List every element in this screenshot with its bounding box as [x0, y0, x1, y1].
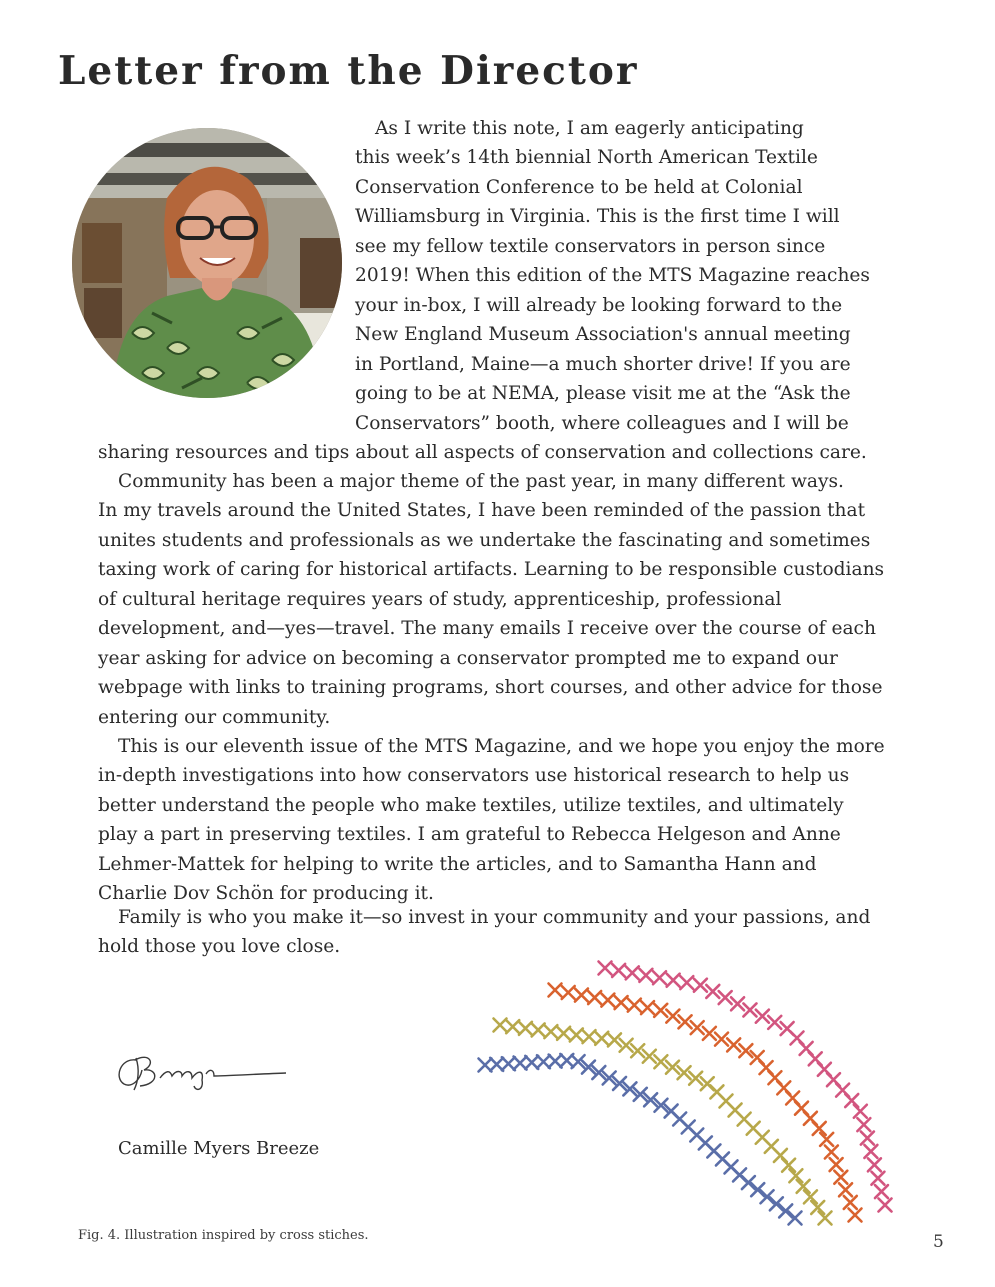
cross-stitch	[779, 1204, 792, 1217]
text-line: New England Museum Association's annual meeting	[355, 324, 851, 346]
cross-stitch	[844, 1196, 857, 1209]
cross-stitch	[479, 1059, 492, 1072]
cross-stitch	[854, 1105, 867, 1118]
cross-stitch	[839, 1183, 852, 1196]
cross-stitch	[626, 966, 639, 979]
cross-stitch	[768, 1016, 781, 1029]
cross-stitch	[544, 1025, 557, 1038]
cross-stitch	[680, 976, 693, 989]
text-line: entering our community.	[98, 706, 331, 728]
cross-stitch	[490, 1058, 503, 1071]
text-line: webpage with links to training programs, short courses, and other advice for those	[98, 677, 883, 699]
text-line: In my travels around the United States, I have been reminded of the passion that	[98, 500, 866, 522]
cross-stitch	[825, 1145, 838, 1158]
text-line: hold those you love close.	[98, 936, 341, 958]
text-line: Family is who you make it—so invest in your community and your passions, and	[118, 907, 871, 928]
cross-stitch	[506, 1020, 519, 1033]
cross-stitch	[537, 1055, 550, 1068]
paragraph-1	[98, 114, 870, 467]
signer-name: Camille Myers Breeze	[118, 1138, 320, 1159]
cross-stitch	[494, 1019, 507, 1032]
cross-stitch	[789, 1212, 802, 1225]
cross-stitch	[519, 1022, 532, 1035]
text-line: Conservators” booth, where colleagues and I will be	[355, 412, 849, 434]
cross-stitch	[731, 997, 744, 1010]
stitch-band	[599, 962, 892, 1212]
cross-stitch	[770, 1197, 783, 1210]
cross-stitch	[743, 1003, 756, 1016]
text-line: of cultural heritage requires years of study, apprenticeship, professional	[98, 588, 782, 610]
cross-stitch	[834, 1171, 847, 1184]
cross-stitch	[727, 1038, 740, 1051]
paragraph-2	[98, 467, 884, 732]
text-line: this week’s 14th biennial North American Textile	[355, 147, 818, 169]
cross-stitch	[601, 994, 614, 1007]
cross-stitch-rainbow-illustration	[470, 950, 910, 1230]
cross-stitch	[639, 969, 652, 982]
cross-stitch	[830, 1158, 843, 1171]
cross-stitch	[868, 1158, 881, 1171]
handwritten-signature	[110, 1040, 300, 1100]
cross-stitch	[679, 1015, 692, 1028]
text-line: Charlie Dov Schön for producing it.	[98, 883, 434, 905]
cross-stitch	[761, 1190, 774, 1203]
text-line: taxing work of caring for historical artifacts. Learning to be responsible custodians	[98, 559, 885, 581]
cross-stitch	[654, 1004, 667, 1017]
cross-stitch	[857, 1118, 870, 1131]
cross-stitch	[742, 1176, 755, 1189]
text-line: better understand the people who make textiles, utilize textiles, and ultimately	[98, 794, 844, 816]
cross-stitch	[653, 971, 666, 984]
text-line: unites students and professionals as we undertake the fascinating and sometimes	[98, 529, 871, 551]
text-line: sharing resources and tips about all aspects of conservation and collections care.	[98, 441, 867, 463]
cross-stitch	[641, 1001, 654, 1014]
text-line: Williamsburg in Virginia. This is the first time I will	[355, 206, 840, 228]
cross-stitch	[871, 1172, 884, 1185]
paragraph-3	[98, 732, 885, 909]
cross-stitch	[562, 986, 575, 999]
text-line: As I write this note, I am eagerly anticipating	[375, 118, 804, 139]
cross-stitch	[751, 1183, 764, 1196]
text-line: Conservation Conference to be held at Colonial	[355, 176, 803, 198]
figure-caption: Fig. 4. Illustration inspired by cross stiches.	[78, 1228, 369, 1243]
cross-stitch	[845, 1094, 858, 1107]
cross-stitch	[879, 1199, 892, 1212]
cross-stitch	[756, 1010, 769, 1023]
text-line: your in-box, I will already be looking forward to the	[355, 294, 843, 316]
cross-stitch	[532, 1023, 545, 1036]
cross-stitch	[719, 991, 732, 1004]
stitch-band	[494, 1019, 832, 1225]
text-line: going to be at NEMA, please visit me at the “Ask the	[355, 383, 851, 405]
cross-stitch	[864, 1145, 877, 1158]
cross-stitch	[595, 1032, 608, 1045]
text-line: in Portland, Maine—a much shorter drive! If you are	[355, 353, 851, 375]
page-title: Letter from the Director	[58, 48, 639, 94]
text-line: Community has been a major theme of the past year, in many different ways.	[118, 471, 844, 492]
cross-stitch	[861, 1132, 874, 1145]
text-line: play a part in preserving textiles. I am grateful to Rebecca Helgeson and Anne	[98, 824, 841, 846]
cross-stitch	[615, 996, 628, 1009]
cross-stitch	[525, 1056, 538, 1069]
cross-stitch	[667, 974, 680, 987]
text-line: Lehmer-Mattek for helping to write the articles, and to Samantha Hann and	[98, 853, 817, 875]
page-number: 5	[933, 1232, 944, 1252]
cross-stitch	[715, 1033, 728, 1046]
cross-stitch	[628, 999, 641, 1012]
cross-stitch	[706, 985, 719, 998]
cross-stitch	[557, 1027, 570, 1040]
cross-stitch	[849, 1209, 862, 1222]
cross-stitch	[612, 964, 625, 977]
stitch-band	[549, 984, 862, 1222]
text-line: 2019! When this edition of the MTS Magazine reaches	[355, 265, 870, 287]
cross-stitch	[694, 979, 707, 992]
text-line: This is our eleventh issue of the MTS Magazine, and we hope you enjoy the more	[118, 736, 885, 757]
cross-stitch	[666, 1010, 679, 1023]
cross-stitch	[575, 989, 588, 1002]
cross-stitch	[691, 1021, 704, 1034]
cross-stitch	[514, 1057, 527, 1070]
cross-stitch	[703, 1027, 716, 1040]
cross-stitch	[549, 1055, 562, 1068]
cross-stitch	[875, 1185, 888, 1198]
text-line: in-depth investigations into how conservators use historical research to help us	[98, 765, 850, 787]
cross-stitch	[588, 991, 601, 1004]
text-line: year asking for advice on becoming a conservator prompted me to expand our	[98, 647, 838, 669]
stitch-band	[479, 1054, 802, 1225]
text-line: see my fellow textile conservators in person since	[355, 235, 826, 257]
cross-stitch	[583, 1030, 596, 1043]
cross-stitch	[570, 1028, 583, 1041]
text-line: development, and—yes—travel. The many emails I receive over the course of each	[98, 618, 876, 640]
cross-stitch	[549, 984, 562, 997]
cross-stitch	[502, 1057, 515, 1070]
cross-stitch	[599, 962, 612, 975]
